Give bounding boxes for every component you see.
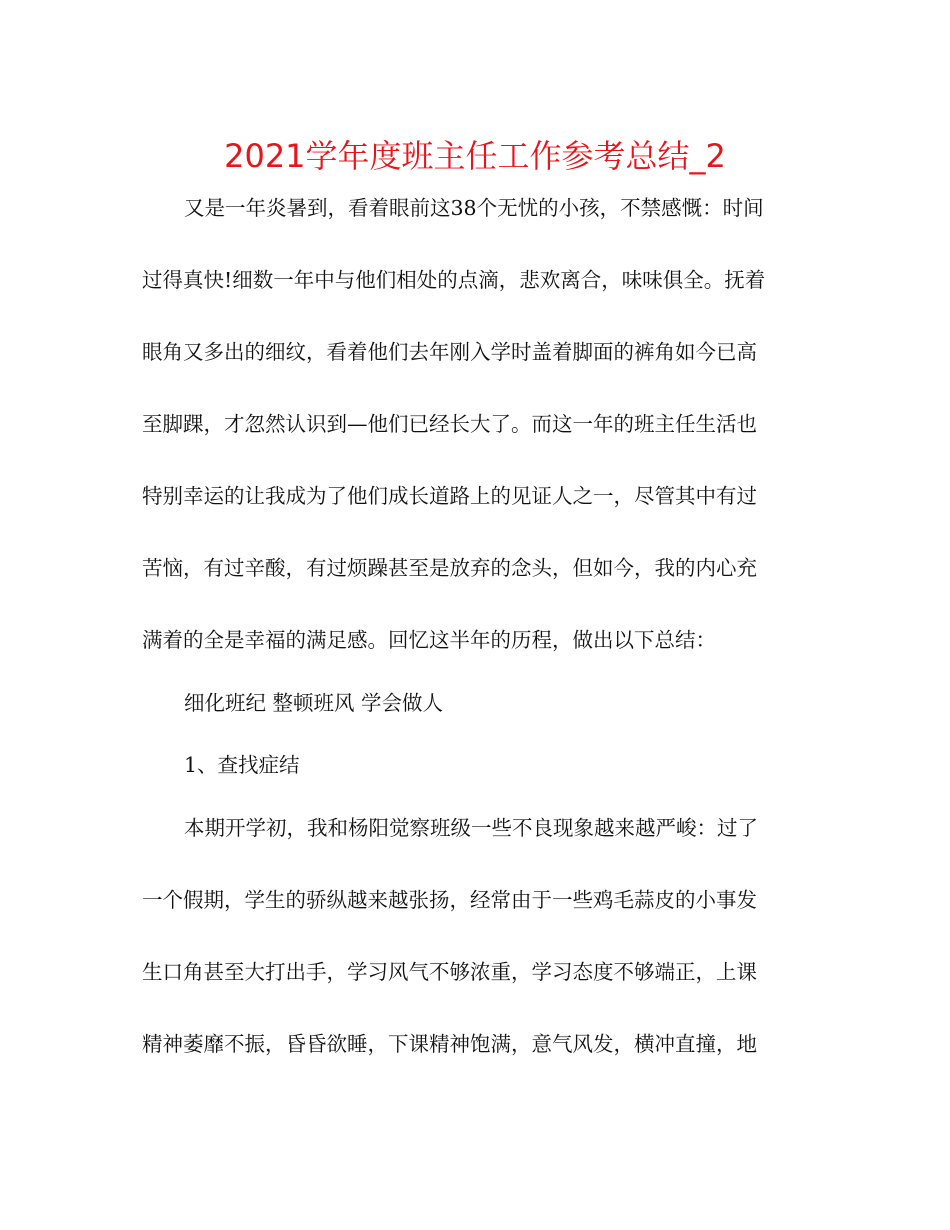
subsection-heading: 1、查找症结 [184, 753, 300, 777]
document-title: 2021学年度班主任工作参考总结_2 [224, 137, 726, 175]
paragraph-line: 眼角又多出的细纹，看着他们去年刚入学时盖着脚面的裤角如今已高 [142, 340, 757, 364]
paragraph-line: 一个假期，学生的骄纵越来越张扬，经常由于一些鸡毛蒜皮的小事发 [142, 888, 757, 912]
paragraph-line: 特别幸运的让我成为了他们成长道路上的见证人之一，尽管其中有过 [142, 484, 757, 508]
section-heading: 细化班纪 整顿班风 学会做人 [184, 691, 444, 715]
paragraph-line: 满着的全是幸福的满足感。回忆这半年的历程，做出以下总结： [142, 628, 716, 652]
paragraph-line: 生口角甚至大打出手，学习风气不够浓重，学习态度不够端正，上课 [142, 960, 757, 984]
paragraph-line: 苦恼，有过辛酸，有过烦躁甚至是放弃的念头，但如今，我的内心充 [142, 556, 757, 580]
paragraph-line: 本期开学初，我和杨阳觉察班级一些不良现象越来越严峻：过了 [184, 816, 758, 840]
paragraph-line: 又是一年炎暑到，看着眼前这38个无忧的小孩，不禁感慨：时间 [184, 196, 764, 220]
paragraph-line: 精神萎靡不振，昏昏欲睡，下课精神饱满，意气风发，横冲直撞，地 [142, 1032, 757, 1056]
paragraph-line: 过得真快!细数一年中与他们相处的点滴，悲欢离合，味味俱全。抚着 [142, 268, 766, 292]
paragraph-line: 至脚踝，才忽然认识到—他们已经长大了。而这一年的班主任生活也 [142, 412, 757, 436]
